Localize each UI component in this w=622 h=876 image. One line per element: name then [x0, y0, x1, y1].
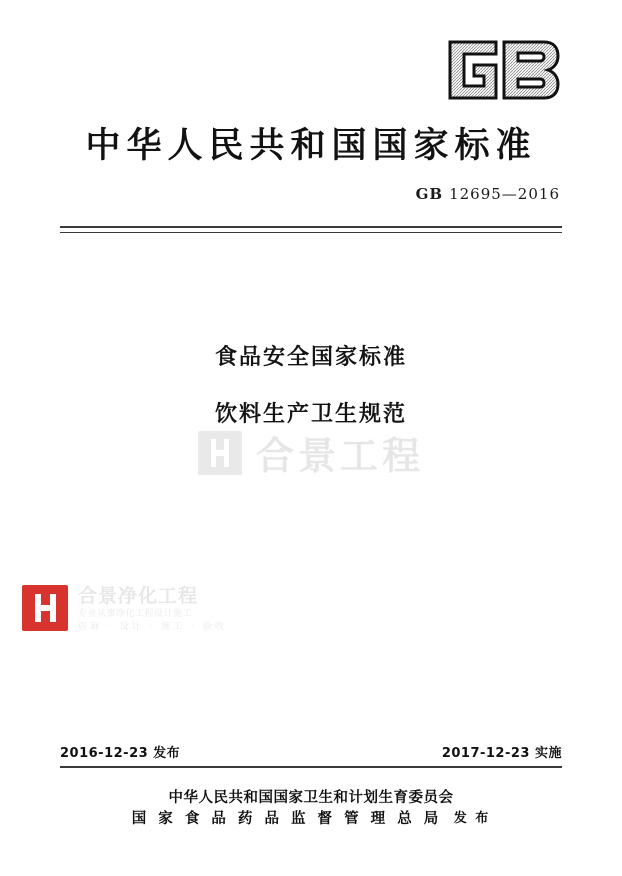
- left-watermark-line-3: 咨询 · 设计 · 施工 · 验收: [78, 622, 227, 632]
- subtitle-line-2: 饮料生产卫生规范: [214, 402, 407, 427]
- issuer-block: [0, 788, 622, 830]
- implement-date: 2017-12-23 实施: [441, 746, 562, 761]
- h-mark-red-icon: [22, 585, 68, 631]
- center-watermark-text: 合景工程: [255, 434, 424, 478]
- issue-date: 2016-12-23 发布: [60, 746, 181, 761]
- header-divider-thin: [60, 232, 562, 233]
- left-watermark: [22, 585, 227, 633]
- standard-number-prefix: GB: [415, 185, 444, 203]
- subtitle-block: [0, 340, 622, 454]
- issuer-line-2: 国 家 食 品 药 品 监 督 管 理 总 局: [131, 811, 442, 827]
- publish-label: 发 布: [453, 811, 491, 826]
- subtitle-line-1: 食品安全国家标准: [214, 345, 407, 370]
- issuer-line-2-wrapper: [0, 809, 622, 830]
- header-divider-thick: [60, 226, 562, 228]
- issuer-line-1: 中华人民共和国国家卫生和计划生育委员会: [168, 790, 454, 806]
- left-watermark-line-2: 专业从事净化工程设计施工: [78, 609, 193, 619]
- gb-logo-icon: [444, 34, 564, 106]
- footer-divider: [60, 766, 562, 768]
- standard-number-value: 12695—2016: [449, 185, 560, 203]
- left-watermark-line-1: 合景净化工程: [78, 585, 199, 607]
- standard-number: [416, 185, 560, 203]
- page-title: 中华人民共和国国家标准: [85, 126, 537, 166]
- dates-row: [60, 742, 562, 761]
